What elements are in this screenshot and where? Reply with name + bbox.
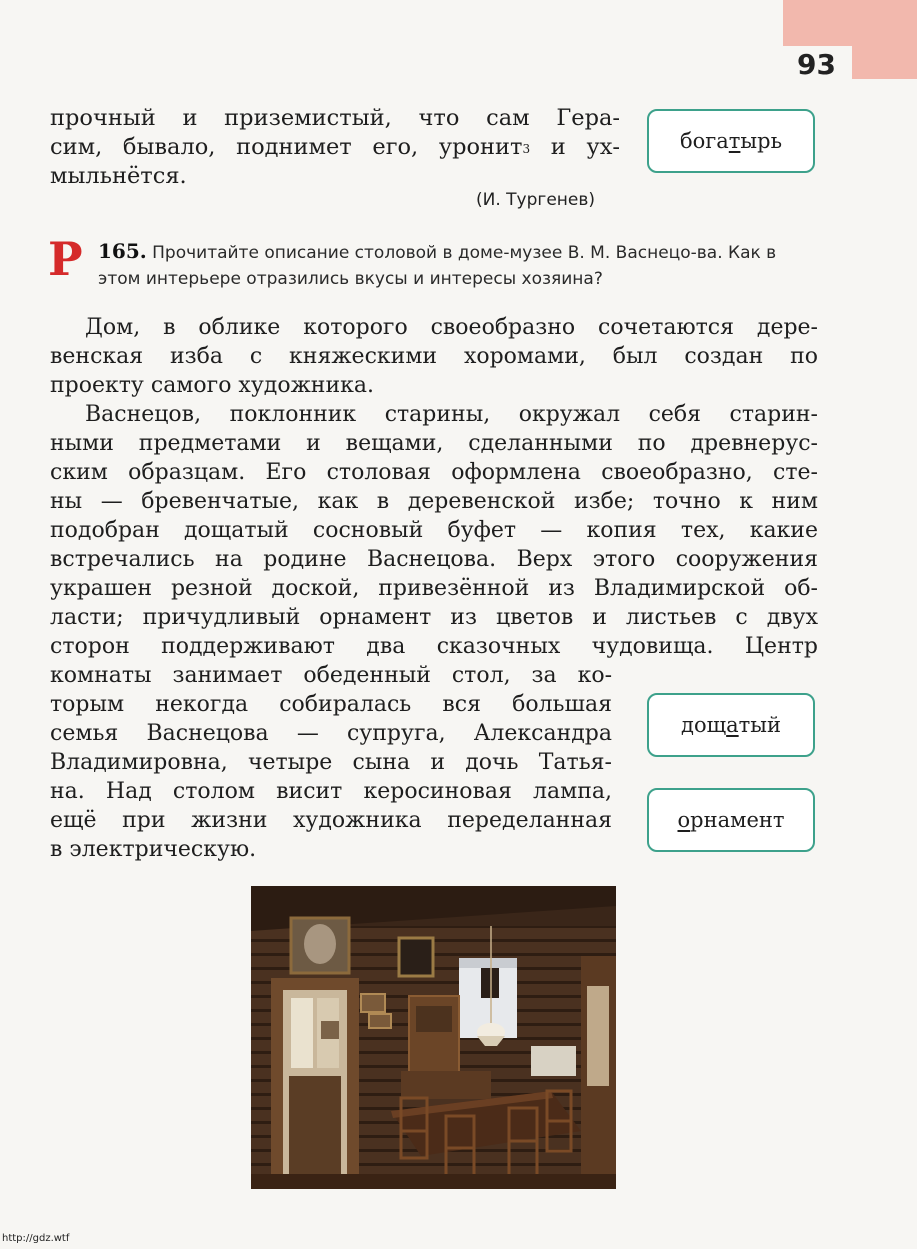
quote-line: сим, бывало, поднимет его, уронит$^3$ и ух- [50,134,620,160]
exercise-task [98,238,818,292]
quote-line: мыльнётся. [50,163,187,189]
exercise-instruction: Прочитайте описание столовой в доме-музее В. М. Васнецо-ва. Как в этом интерьере отразились вкусы и интересы хозяина? [98,243,777,289]
text-line: сторон поддерживают два сказочных чудовища. Центр [50,634,818,659]
exercise-number: 165. [98,239,147,263]
page-corner-tab [783,0,917,46]
text-line: ны — бревенчатые, как в деревенской избе; точно к ним [50,489,818,514]
dining-room-illustration [251,886,616,1189]
text-line: венская изба с княжескими хоромами, был создан по [50,344,818,369]
quote-author: (И. Тургенев) [476,190,596,210]
text-line: в электрическую. [50,837,257,862]
vocabulary-word-box: бога т ырь [647,109,815,173]
text-line: украшен резной доской, привезённой из Владимирской об- [50,576,818,601]
vocabulary-word-box: о рнамент [647,788,815,852]
watermark: http://gdz.wtf [2,1233,70,1244]
vocabulary-word-box: дощ а тый [647,693,815,757]
stressed-letter: о [677,808,691,832]
stressed-letter: а [726,713,739,737]
text-line: комнаты занимает обеденный стол, за ко- [50,663,612,688]
text-line: ещё при жизни художника переделанная [50,808,612,833]
quote-text [50,104,620,191]
text-line: семья Васнецова — супруга, Александра [50,721,612,746]
main-text [50,313,818,864]
text-line: торым некогда собиралась вся большая [50,692,612,717]
speech-task-marker: Р [48,232,83,286]
quote-line: прочный и приземистый, что сам Гера- [50,105,620,131]
text-line: встречались на родине Васнецова. Верх этого сооружения [50,547,818,572]
text-line: Васнецов, поклонник старины, окружал себя старин- [85,402,818,427]
text-line: ными предметами и вещами, сделанными по древнерус- [50,431,818,456]
stressed-letter: т [728,129,741,153]
text-line: ласти; причудливый орнамент из цветов и листьев с двух [50,605,818,630]
page-corner-tab-lower [852,46,917,79]
text-line: проекту самого художника. [50,373,374,398]
text-line: Дом, в облике которого своеобразно сочетаются дере- [85,315,818,340]
page-number: 93 [797,48,836,81]
text-line: подобран дощатый сосновый буфет — копия тех, какие [50,518,818,543]
footnote-mark: 3 [522,142,531,156]
text-line: ским образцам. Его столовая оформлена своеобразно, сте- [50,460,818,485]
text-line: на. Над столом висит керосиновая лампа, [50,779,612,804]
text-line: Владимировна, четыре сына и дочь Татья- [50,750,612,775]
dining-room-photo [251,886,616,1189]
